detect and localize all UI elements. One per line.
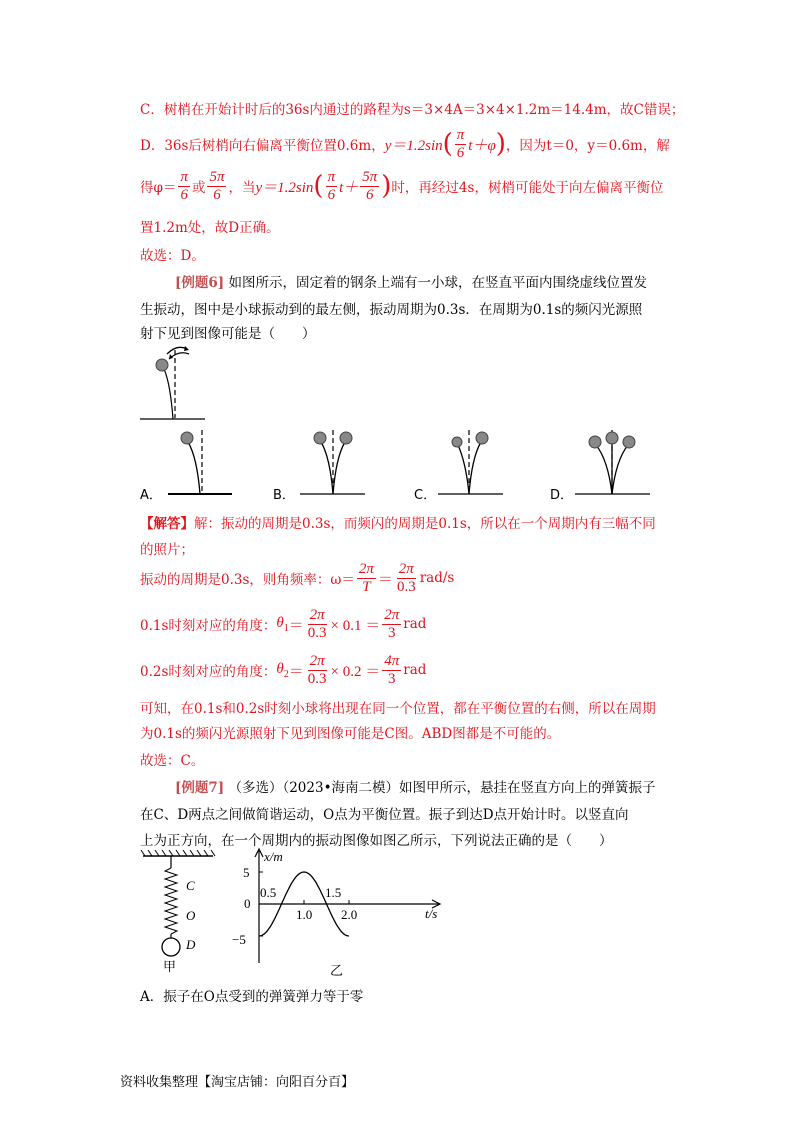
figure-jia-label: 甲 (163, 959, 177, 974)
fraction-pi-6-a: $\frac{\pi}{6}$ (180, 168, 188, 203)
option-a-figure (160, 425, 240, 500)
example6-line3: 射下见到图像可能是（ ） (140, 326, 316, 342)
solution-tag: 【解答】 (140, 516, 194, 532)
example6-tag: [例题6] (175, 275, 225, 291)
x-axis-label: t/s (425, 906, 438, 921)
x-tick-label-10: 1.0 (296, 907, 313, 922)
conclusion-line2: 为0.1s的频闪光源照射下见到图像可能是C图。ABD图都是不可能的。 (140, 726, 561, 742)
example7-line2: 在C、D两点之间做简谐运动，O点为平衡位置。振子到达D点开始计时。以竖直向 (140, 807, 629, 823)
fraction-2pi-03: $\frac{2\pi}{0.3}$ (396, 560, 416, 595)
or-text: 或 (191, 180, 206, 196)
theta1-text: 0.1s时刻对应的角度： (140, 618, 277, 634)
vibration-graph (228, 845, 453, 980)
conclusion-line1: 可知，在0.1s和0.2s时刻小球将出现在同一个位置，都在平衡位置的右侧，所以在周期 (140, 701, 656, 717)
spring-label-o: O (186, 908, 196, 923)
fraction-pi-6-b: $\frac{\pi}{6}$ (327, 168, 336, 203)
option-d-line-3: 置1.2m处，故D正确。 (140, 220, 280, 236)
when-text: ，当 (228, 180, 256, 196)
unit-rad-s: rad/s (419, 570, 455, 586)
theta1-line (140, 604, 426, 644)
formula-y-lhs: y＝1.2sin (384, 137, 443, 154)
y-axis-label: x/m (264, 849, 283, 864)
option-d-figure (570, 425, 660, 500)
equals-sign: ＝ (377, 571, 393, 588)
theta2-text: 0.2s时刻对应的角度： (140, 664, 277, 680)
unit-rad-1: rad (403, 616, 427, 632)
formula-t-plus: t＋ (339, 179, 359, 196)
fraction-2pi-3: $\frac{2\pi}{3}$ (384, 606, 400, 641)
option-d-text-2: ，因为t＝0，y＝0.6m，解 (505, 138, 670, 154)
omega-line (140, 558, 454, 598)
y-tick-label-0: 0 (244, 896, 251, 911)
example7-line3: 上为正方向，在一个周期内的振动图像如图乙所示，下列说法正确的是（ ） (140, 833, 613, 849)
fraction-2pi-03-b: $\frac{2\pi}{0.3}$ (307, 606, 327, 641)
phi-prefix: 得φ＝ (140, 180, 177, 196)
x-tick-label-15: 1.5 (325, 885, 342, 900)
option-d-line (140, 126, 670, 161)
x-tick-label-05: 0.5 (260, 885, 277, 900)
theta-1: $\theta_1$ (276, 614, 289, 634)
option-c-line: C．树梢在开始计时后的36s内通过的路程为s＝3×4A＝3×4×1.2m＝14.4m，故C错误； (140, 102, 685, 118)
figure-yi-label: 乙 (330, 963, 344, 978)
example7-tag: [例题7] (175, 780, 225, 796)
example6-line1: [例题6] 如图所示，固定着的钢条上端有一小球，在竖直平面内围绕虚线位置发 (175, 275, 647, 291)
pendulum-main-figure (135, 340, 235, 425)
spring-label-c: C (186, 878, 195, 893)
option-b-figure (295, 425, 375, 500)
option-d-line-2 (140, 166, 663, 206)
option-b-label: B． (273, 488, 295, 503)
equals-sign-2: ＝ (288, 663, 304, 680)
footer-text: 资料收集整理【淘宝店铺：向阳百分百】 (120, 1075, 355, 1090)
solution-line2: 的照片； (140, 542, 194, 558)
paren-right-2: ) (381, 171, 392, 201)
option-d-label: D． (550, 488, 574, 503)
times-01: × 0.1 ＝ (330, 617, 381, 634)
theta2-line (140, 650, 426, 690)
formula-y-lhs-2: y＝1.2sin (255, 179, 314, 196)
option-d-text: D．36s后树梢向右偏离平衡位置0.6m， (140, 138, 385, 154)
option-c-figure (433, 425, 513, 500)
fraction-2pi-T: $\frac{2\pi}{T}$ (358, 560, 374, 595)
option-d2-text: 时，再经过4s，树梢可能处于向左偏离平衡位 (391, 180, 664, 196)
y-tick-label-5: 5 (243, 865, 250, 880)
unit-rad-2: rad (403, 662, 427, 678)
paren-right: ) (495, 129, 506, 159)
answer-d: 故选：D。 (140, 248, 205, 264)
omega-text: 振动的周期是0.3s，则角频率：ω＝ (140, 572, 355, 588)
fraction-5pi-6: $\frac{5\pi}{6}$ (209, 168, 225, 203)
fraction-pi-6: $\frac{\pi}{6}$ (456, 126, 465, 161)
spring-oscillator-figure (138, 850, 233, 975)
x-tick-label-20: 2.0 (341, 907, 358, 922)
formula-t-phi: t＋φ (468, 137, 496, 154)
option-a-label: A． (140, 488, 162, 503)
fraction-4pi-3: $\frac{4\pi}{3}$ (384, 652, 400, 687)
y-tick-label-neg5: −5 (232, 932, 246, 947)
solution-line1: 【解答】解：振动的周期是0.3s，而频闪的周期是0.1s，所以在一个周期内有三幅不同 (140, 516, 656, 532)
fraction-2pi-03-c: $\frac{2\pi}{0.3}$ (307, 652, 327, 687)
paren-left: ( (442, 129, 453, 159)
option-c-label: C． (414, 488, 437, 503)
theta-2: $\theta_2$ (276, 660, 289, 680)
answer-c: 故选：C。 (140, 753, 205, 769)
example6-line2: 生振动，图中是小球振动到的最左侧，振动周期为0.3s．在周期为0.1s的频闪光源照 (140, 302, 643, 318)
fraction-5pi-6-b: $\frac{5\pi}{6}$ (362, 168, 378, 203)
spring-label-d: D (186, 937, 196, 952)
paren-left-2: ( (313, 171, 324, 201)
option-a-text: A．振子在O点受到的弹簧弹力等于零 (140, 989, 364, 1005)
times-02: × 0.2 ＝ (330, 663, 381, 680)
equals-sign-1: ＝ (288, 617, 304, 634)
example7-line1: [例题7] （多选）（2023•海南二模）如图甲所示，悬挂在竖直方向上的弹簧振子 (175, 780, 656, 796)
